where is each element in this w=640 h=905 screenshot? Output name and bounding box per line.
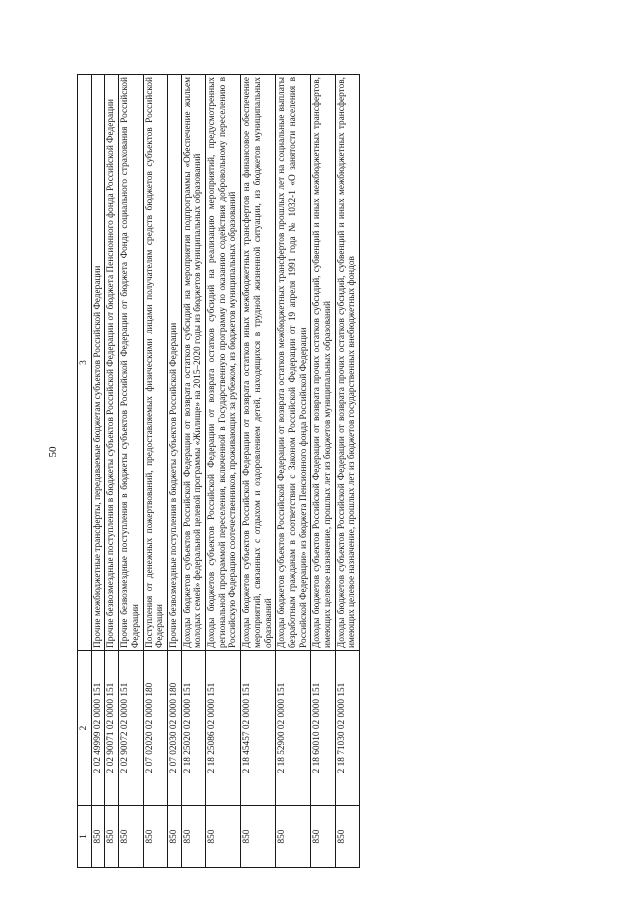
table-row: [335, 75, 359, 868]
table-row: [91, 75, 105, 868]
income-name-cell: Доходы бюджетов субъектов Российской Федерации от возврата прочих остатков субсидий, субвенций и иных межбюджетных трансфертов, имеющих целевое назначение, прошлых лет из бюджетов муниципальных образований: [311, 75, 335, 651]
budget-code-cell: 2 18 60010 02 0000 151: [311, 651, 335, 806]
budget-code-cell: 2 07 02030 02 0000 180: [167, 651, 181, 806]
admin-code-cell: 850: [119, 806, 143, 868]
income-name-cell: Доходы бюджетов субъектов Российской Федерации от возврата прочих остатков субсидий, субвенций и иных межбюджетных трансфертов, имеющих целевое назначение, прошлых лет из бюджетов государственных внебюджетных фондов: [335, 75, 359, 651]
budget-code-cell: 2 02 90071 02 0000 151: [105, 651, 119, 806]
page-number: 50: [47, 446, 59, 458]
income-name-cell: Доходы бюджетов субъектов Российской Федерации от возврата остатков субсидий на реализацию мероприятий, предусмотренных региональной программой переселения, включенной в Государственную программу по оказанию содействия добровольному переселению в Российскую Федерацию соотечественников, проживающих за рубежом, из бюджетов муниципальных образований: [206, 75, 241, 651]
budget-code-cell: 2 18 45457 02 0000 151: [241, 651, 276, 806]
table-row: [206, 75, 241, 868]
admin-code-cell: 850: [143, 806, 167, 868]
income-name-cell: Доходы бюджетов субъектов Российской Федерации от возврата остатков субсидий на мероприятия подпрограммы «Обеспечение жильем молодых семей» федеральной целевой программы «Жилище» на 2015–2020 годы из бюджетов муниципальных образований: [181, 75, 205, 651]
admin-code-cell: 850: [206, 806, 241, 868]
income-name-cell: Прочие безвозмездные поступления в бюджеты субъектов Российской Федерации от бюджета Фонда социального страхования Российской Федерации: [119, 75, 143, 651]
income-name-cell: Прочие безвозмездные поступления в бюджеты субъектов Российской Федерации: [167, 75, 181, 651]
income-name-cell: Доходы бюджетов субъектов Российской Федерации от возврата остатков межбюджетных трансфертов прошлых лет на социальные выплаты безработным гражданам в соответствии с Законом Российской Федерации от 19 апреля 1991 года № 1032-1 «О занятости населения в Российской Федерации» из бюджета Пенсионного фонда Российской Федерации: [276, 75, 311, 651]
admin-code-cell: 850: [91, 806, 105, 868]
table-row: [241, 75, 276, 868]
income-name-cell: Прочие безвозмездные поступления в бюджеты субъектов Российской Федерации от бюджета Пенсионного фонда Российской Федерации: [105, 75, 119, 651]
table-row: [311, 75, 335, 868]
column-header-2: 2: [78, 651, 92, 806]
admin-code-cell: 850: [241, 806, 276, 868]
table-row: [119, 75, 143, 868]
budget-code-cell: 2 02 90072 02 0000 151: [119, 651, 143, 806]
admin-code-cell: 850: [311, 806, 335, 868]
admin-code-cell: 850: [276, 806, 311, 868]
rotated-table-container: [77, 75, 553, 868]
income-name-cell: Прочие межбюджетные трансферты, передаваемые бюджетам субъектов Российской Федерации: [91, 75, 105, 651]
column-header-1: 1: [78, 806, 92, 868]
budget-code-cell: 2 18 71030 02 0000 151: [335, 651, 359, 806]
budget-code-cell: 2 18 25020 02 0000 151: [181, 651, 205, 806]
income-name-cell: Поступления от денежных пожертвований, предоставляемых физическими лицами получателям средств бюджетов субъектов Российской Федерации: [143, 75, 167, 651]
admin-code-cell: 850: [167, 806, 181, 868]
table-row: [181, 75, 205, 868]
budget-code-cell: 2 18 52900 02 0000 151: [276, 651, 311, 806]
table-header-row: [78, 75, 92, 868]
table-row: [143, 75, 167, 868]
admin-code-cell: 850: [105, 806, 119, 868]
budget-code-cell: 2 07 02020 02 0000 180: [143, 651, 167, 806]
admin-code-cell: 850: [335, 806, 359, 868]
budget-classification-table: [77, 74, 360, 868]
table-body: [91, 75, 359, 868]
budget-code-cell: 2 18 25086 02 0000 151: [206, 651, 241, 806]
table-row: [167, 75, 181, 868]
income-name-cell: Доходы бюджетов субъектов Российской Федерации от возврата остатков иных межбюджетных трансфертов на финансовое обеспечение мероприятий, связанных с отдыхом и оздоровлением детей, находящихся в трудной жизненной ситуации, из бюджетов муниципальных образований: [241, 75, 276, 651]
table-row: [105, 75, 119, 868]
admin-code-cell: 850: [181, 806, 205, 868]
budget-code-cell: 2 02 49999 02 0000 151: [91, 651, 105, 806]
table-row: [276, 75, 311, 868]
column-header-3: 3: [78, 75, 92, 651]
